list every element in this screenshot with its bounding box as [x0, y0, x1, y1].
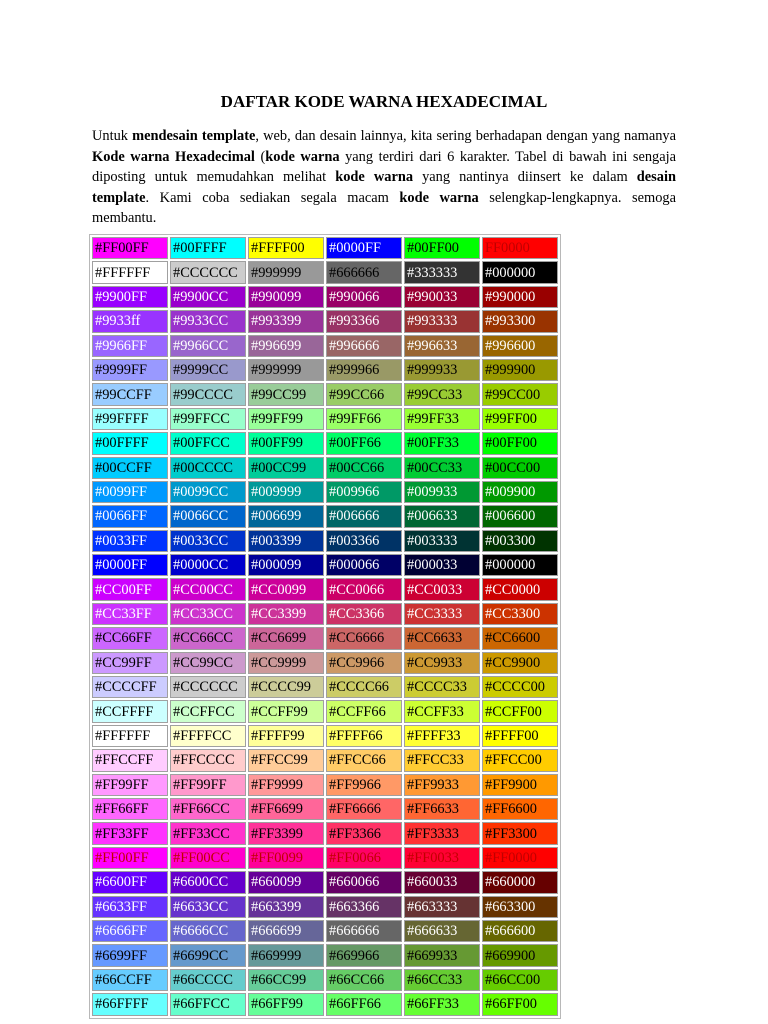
color-cell: #CCFF66: [326, 700, 402, 722]
color-row: [92, 725, 558, 747]
color-cell: #000033: [404, 554, 480, 576]
color-row: [92, 554, 558, 576]
color-cell: #CCCCCC: [170, 676, 246, 698]
color-cell: #99FF66: [326, 408, 402, 430]
color-cell: #6666CC: [170, 920, 246, 942]
color-cell: #009966: [326, 481, 402, 503]
color-cell: #FF6600: [482, 798, 558, 820]
color-cell: #6699CC: [170, 944, 246, 966]
color-cell: #663366: [326, 896, 402, 918]
color-row: [92, 261, 558, 283]
color-cell: #FF3333: [404, 822, 480, 844]
color-cell: #99FF99: [248, 408, 324, 430]
intro-bold-text: kode warna: [399, 189, 479, 206]
color-cell: #660000: [482, 871, 558, 893]
color-cell: #FF9966: [326, 774, 402, 796]
color-cell: #CCCCCC: [170, 261, 246, 283]
color-cell: #99CC99: [248, 383, 324, 405]
color-cell: #990033: [404, 286, 480, 308]
color-cell: #FF66CC: [170, 798, 246, 820]
color-cell: #6633CC: [170, 896, 246, 918]
color-cell: #990066: [326, 286, 402, 308]
color-cell: #CC0066: [326, 578, 402, 600]
color-cell: #000066: [326, 554, 402, 576]
color-cell: #66CC99: [248, 969, 324, 991]
color-cell: #669999: [248, 944, 324, 966]
color-cell: #00FFFF: [170, 237, 246, 259]
color-cell: #FFCC00: [482, 749, 558, 771]
color-cell: #00CC33: [404, 457, 480, 479]
color-cell: #666666: [326, 261, 402, 283]
color-cell: #FF9999: [248, 774, 324, 796]
color-cell: #FF66FF: [92, 798, 168, 820]
color-cell: #00FF00: [482, 432, 558, 454]
color-cell: #CCFF99: [248, 700, 324, 722]
color-cell: #CC33CC: [170, 603, 246, 625]
color-cell: #FF00FF: [92, 847, 168, 869]
color-row: [92, 896, 558, 918]
color-cell: #FF9900: [482, 774, 558, 796]
color-cell: #FFCCCC: [170, 749, 246, 771]
color-cell: #006633: [404, 505, 480, 527]
color-cell: #00CC99: [248, 457, 324, 479]
color-row: [92, 432, 558, 454]
color-cell: #CC6666: [326, 627, 402, 649]
color-cell: #CC66FF: [92, 627, 168, 649]
color-cell: #999933: [404, 359, 480, 381]
color-cell: #9999FF: [92, 359, 168, 381]
color-cell: #66FFFF: [92, 993, 168, 1015]
color-row: [92, 652, 558, 674]
color-row: [92, 359, 558, 381]
color-row: [92, 847, 558, 869]
color-cell: #000000: [482, 554, 558, 576]
intro-text: selengkap-lengkapnya. semoga membantu.: [92, 189, 676, 226]
color-cell: #FF33CC: [170, 822, 246, 844]
color-cell: #CC9933: [404, 652, 480, 674]
color-cell: #00CCFF: [92, 457, 168, 479]
color-cell: #FF6666: [326, 798, 402, 820]
color-cell: #993300: [482, 310, 558, 332]
color-cell: #663333: [404, 896, 480, 918]
color-cell: #FF0066: [326, 847, 402, 869]
color-row: [92, 920, 558, 942]
color-cell: #CC0000: [482, 578, 558, 600]
color-cell: #FFCC99: [248, 749, 324, 771]
intro-text: yang terdiri dari 6 karakter. Tabel di bawah ini sengaja diposting untuk memudahkan melihat: [92, 148, 677, 185]
intro-text: , web, dan desain lainnya, kita sering berhadapan dengan yang namanya: [255, 128, 676, 144]
color-cell: #669900: [482, 944, 558, 966]
color-cell: #00FFCC: [170, 432, 246, 454]
color-cell: #003366: [326, 530, 402, 552]
color-cell: #CCCC99: [248, 676, 324, 698]
color-cell: #00FFFF: [92, 432, 168, 454]
color-cell: #99FF33: [404, 408, 480, 430]
color-cell: #0066CC: [170, 505, 246, 527]
color-cell: #66FFCC: [170, 993, 246, 1015]
color-cell: #003333: [404, 530, 480, 552]
color-cell: #996699: [248, 335, 324, 357]
color-row: [92, 774, 558, 796]
color-cell: #00CC00: [482, 457, 558, 479]
color-cell: #996600: [482, 335, 558, 357]
color-cell: #CC00CC: [170, 578, 246, 600]
color-cell: #CC3333: [404, 603, 480, 625]
color-cell: #FF6633: [404, 798, 480, 820]
color-cell: #996666: [326, 335, 402, 357]
color-cell: #CC9900: [482, 652, 558, 674]
color-cell: #CC0033: [404, 578, 480, 600]
color-cell: #00CCCC: [170, 457, 246, 479]
color-cell: #999966: [326, 359, 402, 381]
color-cell: #FFFF33: [404, 725, 480, 747]
color-cell: #CCCCFF: [92, 676, 168, 698]
color-cell: #CC9999: [248, 652, 324, 674]
color-cell: #CCCC33: [404, 676, 480, 698]
color-cell: #999900: [482, 359, 558, 381]
color-cell: #FF3399: [248, 822, 324, 844]
document-title: DAFTAR KODE WARNA HEXADECIMAL: [220, 92, 548, 111]
color-cell: #000000: [482, 261, 558, 283]
color-cell: #CCFFCC: [170, 700, 246, 722]
color-cell: #CC99CC: [170, 652, 246, 674]
color-cell: #666699: [248, 920, 324, 942]
color-cell: #9999CC: [170, 359, 246, 381]
color-cell: #996633: [404, 335, 480, 357]
color-cell: #999999: [248, 359, 324, 381]
color-cell: #FFCCFF: [92, 749, 168, 771]
color-cell: #FFCC33: [404, 749, 480, 771]
color-cell: #99CC66: [326, 383, 402, 405]
color-cell: #CC3366: [326, 603, 402, 625]
color-cell: #99FF00: [482, 408, 558, 430]
color-row: [92, 993, 558, 1015]
color-cell: #000099: [248, 554, 324, 576]
color-cell: #FFFFFF: [92, 261, 168, 283]
color-cell: #CC6633: [404, 627, 480, 649]
color-cell: #FF6699: [248, 798, 324, 820]
color-cell: #FF9933: [404, 774, 480, 796]
color-cell: #9966CC: [170, 335, 246, 357]
color-cell: #666666: [326, 920, 402, 942]
color-cell: #663399: [248, 896, 324, 918]
color-cell: #99FFCC: [170, 408, 246, 430]
color-cell: #9900CC: [170, 286, 246, 308]
color-cell: #CCCC66: [326, 676, 402, 698]
color-cell: #66CCFF: [92, 969, 168, 991]
intro-text: . Kami coba sediakan segala macam: [145, 189, 400, 206]
color-cell: #9966FF: [92, 335, 168, 357]
color-cell: #99CC00: [482, 383, 558, 405]
color-cell: #993399: [248, 310, 324, 332]
color-row: [92, 603, 558, 625]
intro-bold-text: mendesain template: [132, 128, 256, 144]
intro-text: (: [254, 148, 266, 165]
color-cell: #0033CC: [170, 530, 246, 552]
color-cell: #FF00FF: [92, 237, 168, 259]
color-cell: #666600: [482, 920, 558, 942]
color-row: [92, 822, 558, 844]
color-cell: #990099: [248, 286, 324, 308]
color-table-body: [92, 237, 558, 1016]
color-row: [92, 627, 558, 649]
color-cell: #66FF66: [326, 993, 402, 1015]
color-cell: #FF0033: [404, 847, 480, 869]
color-cell: #66CC33: [404, 969, 480, 991]
color-cell: #66FF00: [482, 993, 558, 1015]
color-cell: #6600FF: [92, 871, 168, 893]
color-cell: #99CCFF: [92, 383, 168, 405]
intro-text: Untuk: [92, 128, 133, 144]
color-cell: #66FF33: [404, 993, 480, 1015]
color-cell: #0099FF: [92, 481, 168, 503]
color-row: [92, 335, 558, 357]
color-cell: #66CC66: [326, 969, 402, 991]
color-cell: #003300: [482, 530, 558, 552]
color-cell: #663300: [482, 896, 558, 918]
color-row: [92, 286, 558, 308]
color-cell: #CC33FF: [92, 603, 168, 625]
color-cell: #CCFFFF: [92, 700, 168, 722]
color-cell: #FF0099: [248, 847, 324, 869]
color-cell: #0000CC: [170, 554, 246, 576]
color-cell: #FF99FF: [170, 774, 246, 796]
color-cell: #FF33FF: [92, 822, 168, 844]
color-row: [92, 578, 558, 600]
color-row: [92, 310, 558, 332]
color-row: [92, 237, 558, 259]
intro-bold-text: desain template: [92, 169, 676, 206]
color-cell: #00FF33: [404, 432, 480, 454]
color-cell: #999999: [248, 261, 324, 283]
color-row: [92, 969, 558, 991]
color-row: [92, 749, 558, 771]
color-cell: #6633FF: [92, 896, 168, 918]
color-cell: #990000: [482, 286, 558, 308]
color-cell: #660099: [248, 871, 324, 893]
color-cell: #99CCCC: [170, 383, 246, 405]
color-cell: #0000FF: [326, 237, 402, 259]
color-cell: #0000FF: [92, 554, 168, 576]
color-cell: #CC9966: [326, 652, 402, 674]
color-cell: #0066FF: [92, 505, 168, 527]
color-cell: #CCFF00: [482, 700, 558, 722]
color-cell: #009999: [248, 481, 324, 503]
color-cell: #666633: [404, 920, 480, 942]
color-cell: #6699FF: [92, 944, 168, 966]
color-cell: #9933CC: [170, 310, 246, 332]
color-cell: #FFFF00: [482, 725, 558, 747]
color-cell: #0099CC: [170, 481, 246, 503]
color-cell: #CC00FF: [92, 578, 168, 600]
color-row: [92, 700, 558, 722]
color-row: [92, 676, 558, 698]
color-cell: #00CC66: [326, 457, 402, 479]
color-cell: #0033FF: [92, 530, 168, 552]
color-cell: #FFFF99: [248, 725, 324, 747]
color-cell: #993333: [404, 310, 480, 332]
color-cell: #CC66CC: [170, 627, 246, 649]
intro-text: yang nantinya diinsert ke dalam: [413, 169, 637, 185]
color-cell: #00FF00: [404, 237, 480, 259]
color-cell: #CCCC00: [482, 676, 558, 698]
color-cell: #6666FF: [92, 920, 168, 942]
color-cell: #CC99FF: [92, 652, 168, 674]
color-cell: #00FF66: [326, 432, 402, 454]
color-cell: #6600CC: [170, 871, 246, 893]
color-cell: #333333: [404, 261, 480, 283]
color-cell: #003399: [248, 530, 324, 552]
color-cell: #66CCCC: [170, 969, 246, 991]
color-cell: FF0000: [482, 237, 558, 259]
color-row: [92, 798, 558, 820]
color-cell: #66FF99: [248, 993, 324, 1015]
color-cell: #CC3300: [482, 603, 558, 625]
color-cell: #006600: [482, 505, 558, 527]
color-cell: #FFFF66: [326, 725, 402, 747]
color-cell: #00FF99: [248, 432, 324, 454]
color-row: [92, 530, 558, 552]
color-cell: #669933: [404, 944, 480, 966]
color-cell: #FFCC66: [326, 749, 402, 771]
color-row: [92, 408, 558, 430]
color-row: [92, 505, 558, 527]
intro-paragraph: [92, 126, 676, 229]
color-cell: #99CC33: [404, 383, 480, 405]
color-cell: #006699: [248, 505, 324, 527]
color-cell: #006666: [326, 505, 402, 527]
color-cell: #FF3300: [482, 822, 558, 844]
color-cell: #FFFFFF: [92, 725, 168, 747]
color-code-table: [89, 234, 561, 1019]
color-row: [92, 383, 558, 405]
color-cell: #CC6699: [248, 627, 324, 649]
color-cell: #660033: [404, 871, 480, 893]
color-row: [92, 457, 558, 479]
color-cell: #FFFFCC: [170, 725, 246, 747]
color-cell: #FF99FF: [92, 774, 168, 796]
intro-bold-text: kode warna: [335, 169, 414, 185]
color-row: [92, 481, 558, 503]
color-cell: #CC6600: [482, 627, 558, 649]
color-cell: #99FFFF: [92, 408, 168, 430]
intro-bold-text: kode warna: [265, 148, 340, 165]
color-cell: #660066: [326, 871, 402, 893]
color-cell: #669966: [326, 944, 402, 966]
color-cell: #993366: [326, 310, 402, 332]
color-cell: #CC0099: [248, 578, 324, 600]
color-cell: #FF00CC: [170, 847, 246, 869]
color-cell: #FF3366: [326, 822, 402, 844]
color-cell: #9900FF: [92, 286, 168, 308]
color-row: [92, 944, 558, 966]
color-cell: #FFFF00: [248, 237, 324, 259]
intro-bold-text: Kode warna Hexadecimal: [92, 148, 255, 165]
color-cell: #CC3399: [248, 603, 324, 625]
color-cell: #FF0000: [482, 847, 558, 869]
color-row: [92, 871, 558, 893]
color-cell: #009933: [404, 481, 480, 503]
color-cell: #CCFF33: [404, 700, 480, 722]
color-cell: #66CC00: [482, 969, 558, 991]
color-cell: #009900: [482, 481, 558, 503]
color-cell: #9933ff: [92, 310, 168, 332]
